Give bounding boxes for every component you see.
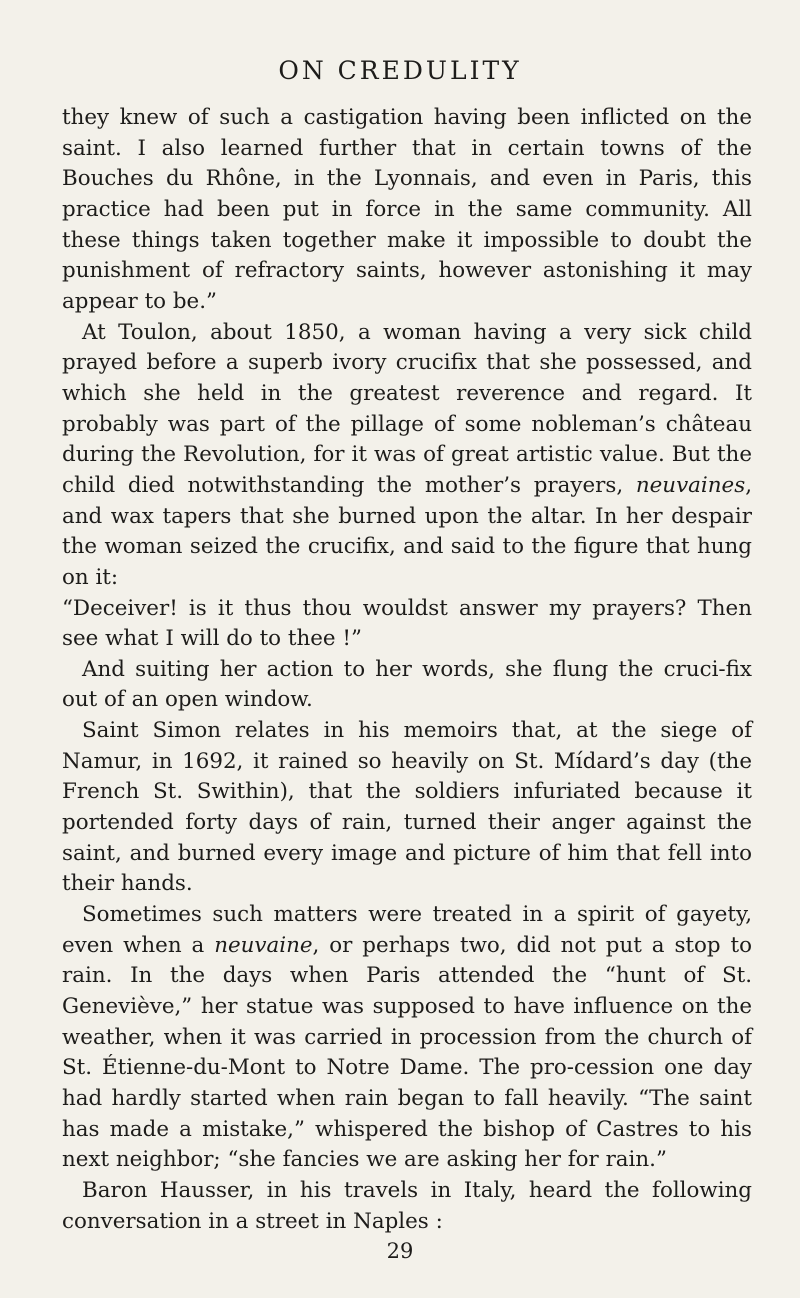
paragraph-4-text: And suiting her action to her words, she flung the cruci-fix out of an open window. bbox=[62, 656, 752, 713]
paragraph-2-italic-term: neuvaines bbox=[635, 472, 746, 498]
page-number: 29 bbox=[386, 1239, 414, 1263]
paragraph-2 bbox=[62, 318, 752, 594]
paragraph-6-italic-term: neuvaine bbox=[214, 932, 313, 958]
paragraph-2-text-a: At Toulon, about 1850, a woman having a very sick child prayed before a superb ivory crucifix that she possessed, and which she held in the greatest reverence and regard. It probably was part of the pillage of some nobleman’s château during the Revolution, for it was of great artistic value. But the child died notwithstanding the mother’s prayers, bbox=[62, 319, 752, 498]
paragraph-6-text-b: , or perhaps two, did not put a stop to rain. In the days when Paris attended the “hunt of St. Geneviève,” her statue was supposed to have influence on the weather, when it was carried in procession from the church of St. Étienne-du-Mont to Notre Dame. The pro-cession one day had hardly started when rain began to fall heavily. “The saint has made a mistake,” whispered the bishop of Castres to his next neighbor; “she fancies we are asking her for rain.” bbox=[62, 932, 752, 1173]
paragraph-3-text: “Deceiver! is it thus thou wouldst answer my prayers? Then see what I will do to thee !” bbox=[62, 595, 752, 652]
paragraph-7 bbox=[62, 1176, 752, 1237]
paragraph-5 bbox=[62, 716, 752, 900]
running-head: ON CREDULITY bbox=[278, 56, 522, 85]
paragraph-6 bbox=[62, 900, 752, 1176]
body-text bbox=[62, 103, 752, 1237]
paragraph-1-text: they knew of such a castigation having been inflicted on the saint. I also learned further that in certain towns of the Bouches du Rhône, in the Lyonnais, and even in Paris, this practice had been put in force in the same community. All these things taken together make it impossible to doubt the punishment of refractory saints, however astonishing it may appear to be.” bbox=[62, 105, 752, 314]
paragraph-2-text-b: , and wax tapers that she burned upon the altar. In her despair the woman seized the crucifix, and said to the figure that hung on it: bbox=[62, 472, 752, 590]
paragraph-5-text: Saint Simon relates in his memoirs that, at the siege of Namur, in 1692, it rained so heavily on St. Mídard’s day (the French St. Swithin), that the soldiers infuriated because it portended forty days of rain, turned their anger against the saint, and burned every image and picture of him that fell into their hands. bbox=[62, 718, 752, 897]
paragraph-1 bbox=[62, 103, 752, 318]
paragraph-3 bbox=[62, 594, 752, 655]
paragraph-6-text-a: Sometimes such matters were treated in a spirit of gayety, even when a bbox=[62, 902, 752, 958]
paragraph-4 bbox=[62, 655, 752, 716]
paragraph-7-text: Baron Hausser, in his travels in Italy, heard the following conversation in a street in Naples : bbox=[62, 1177, 752, 1234]
